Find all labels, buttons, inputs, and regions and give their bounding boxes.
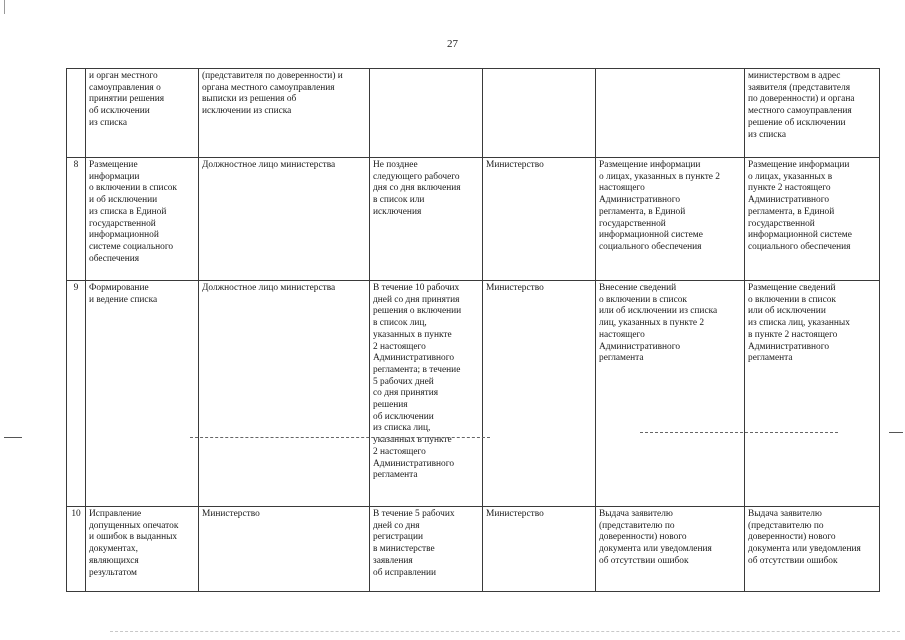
procedure-cell: и орган местного самоуправления о принятии решения об исключении из списка bbox=[86, 69, 199, 158]
criteria-cell bbox=[596, 69, 745, 158]
criteria-cell: Размещение информации о лицах, указанных в пункте 2 настоящего Административного регламента, в Единой государственной информационной системе социального обеспечения bbox=[596, 158, 745, 281]
criteria-cell: Выдача заявителю (представителю по доверенности) нового документа или уведомления об отсутствии ошибок bbox=[596, 507, 745, 592]
scan-mark-right bbox=[889, 432, 903, 433]
responsible-cell: Министерство bbox=[199, 507, 370, 592]
procedure-cell: Размещение информации о включении в список и об исключении из списка в Единой государственной информационной системе социального обеспечения bbox=[86, 158, 199, 281]
responsible-cell: Должностное лицо министерства bbox=[199, 281, 370, 507]
table-row bbox=[67, 69, 880, 158]
table-row bbox=[67, 281, 880, 507]
place-cell: Министерство bbox=[483, 158, 596, 281]
procedure-cell: Исправление допущенных опечаток и ошибок в выданных документах, являющихся результатом bbox=[86, 507, 199, 592]
place-cell: Министерство bbox=[483, 281, 596, 507]
deadline-cell: В течение 5 рабочих дней со дня регистрации в министерстве заявления об исправлении bbox=[370, 507, 483, 592]
criteria-cell: Внесение сведений о включении в список или об исключении из списка лиц, указанных в пункте 2 настоящего Административного регламента bbox=[596, 281, 745, 507]
table-row bbox=[67, 507, 880, 592]
scan-bottom-edge bbox=[110, 631, 900, 633]
responsible-cell: Должностное лицо министерства bbox=[199, 158, 370, 281]
responsible-cell: (представителя по доверенности) и органа местного самоуправления выписки из решения об исключении из списка bbox=[199, 69, 370, 158]
row-number-cell: 10 bbox=[67, 507, 86, 592]
deadline-cell: Не позднее следующего рабочего дня со дня включения в список или исключения bbox=[370, 158, 483, 281]
page-number: 27 bbox=[447, 38, 458, 50]
table-row bbox=[67, 158, 880, 281]
result-cell: Выдача заявителю (представителю по доверенности) нового документа или уведомления об отсутствии ошибок bbox=[745, 507, 880, 592]
deadline-cell: В течение 10 рабочих дней со дня принятия решения о включении в список лиц, указанных в пункте 2 настоящего Административного регламента; в течение 5 рабочих дней со дня принятия решения об исключении из списка лиц, указанных в пункте 2 настоящего Административного регламента bbox=[370, 281, 483, 507]
scan-mark-top bbox=[4, 0, 5, 14]
deadline-cell bbox=[370, 69, 483, 158]
page-break-line bbox=[640, 432, 838, 434]
procedure-table bbox=[66, 68, 880, 592]
place-cell bbox=[483, 69, 596, 158]
result-cell: Размещение сведений о включении в список или об исключении из списка лиц, указанных в пункте 2 настоящего Административного регламента bbox=[745, 281, 880, 507]
row-number-cell: 8 bbox=[67, 158, 86, 281]
row-number-cell: 9 bbox=[67, 281, 86, 507]
result-cell: Размещение информации о лицах, указанных в пункте 2 настоящего Административного регламента, в Единой государственной информационной системе социального обеспечения bbox=[745, 158, 880, 281]
scan-mark-left bbox=[4, 437, 22, 438]
procedure-cell: Формирование и ведение списка bbox=[86, 281, 199, 507]
row-number-cell bbox=[67, 69, 86, 158]
place-cell: Министерство bbox=[483, 507, 596, 592]
result-cell: министерством в адрес заявителя (представителя по доверенности) и органа местного самоуправления решение об исключении из списка bbox=[745, 69, 880, 158]
page-break-line bbox=[190, 437, 490, 439]
